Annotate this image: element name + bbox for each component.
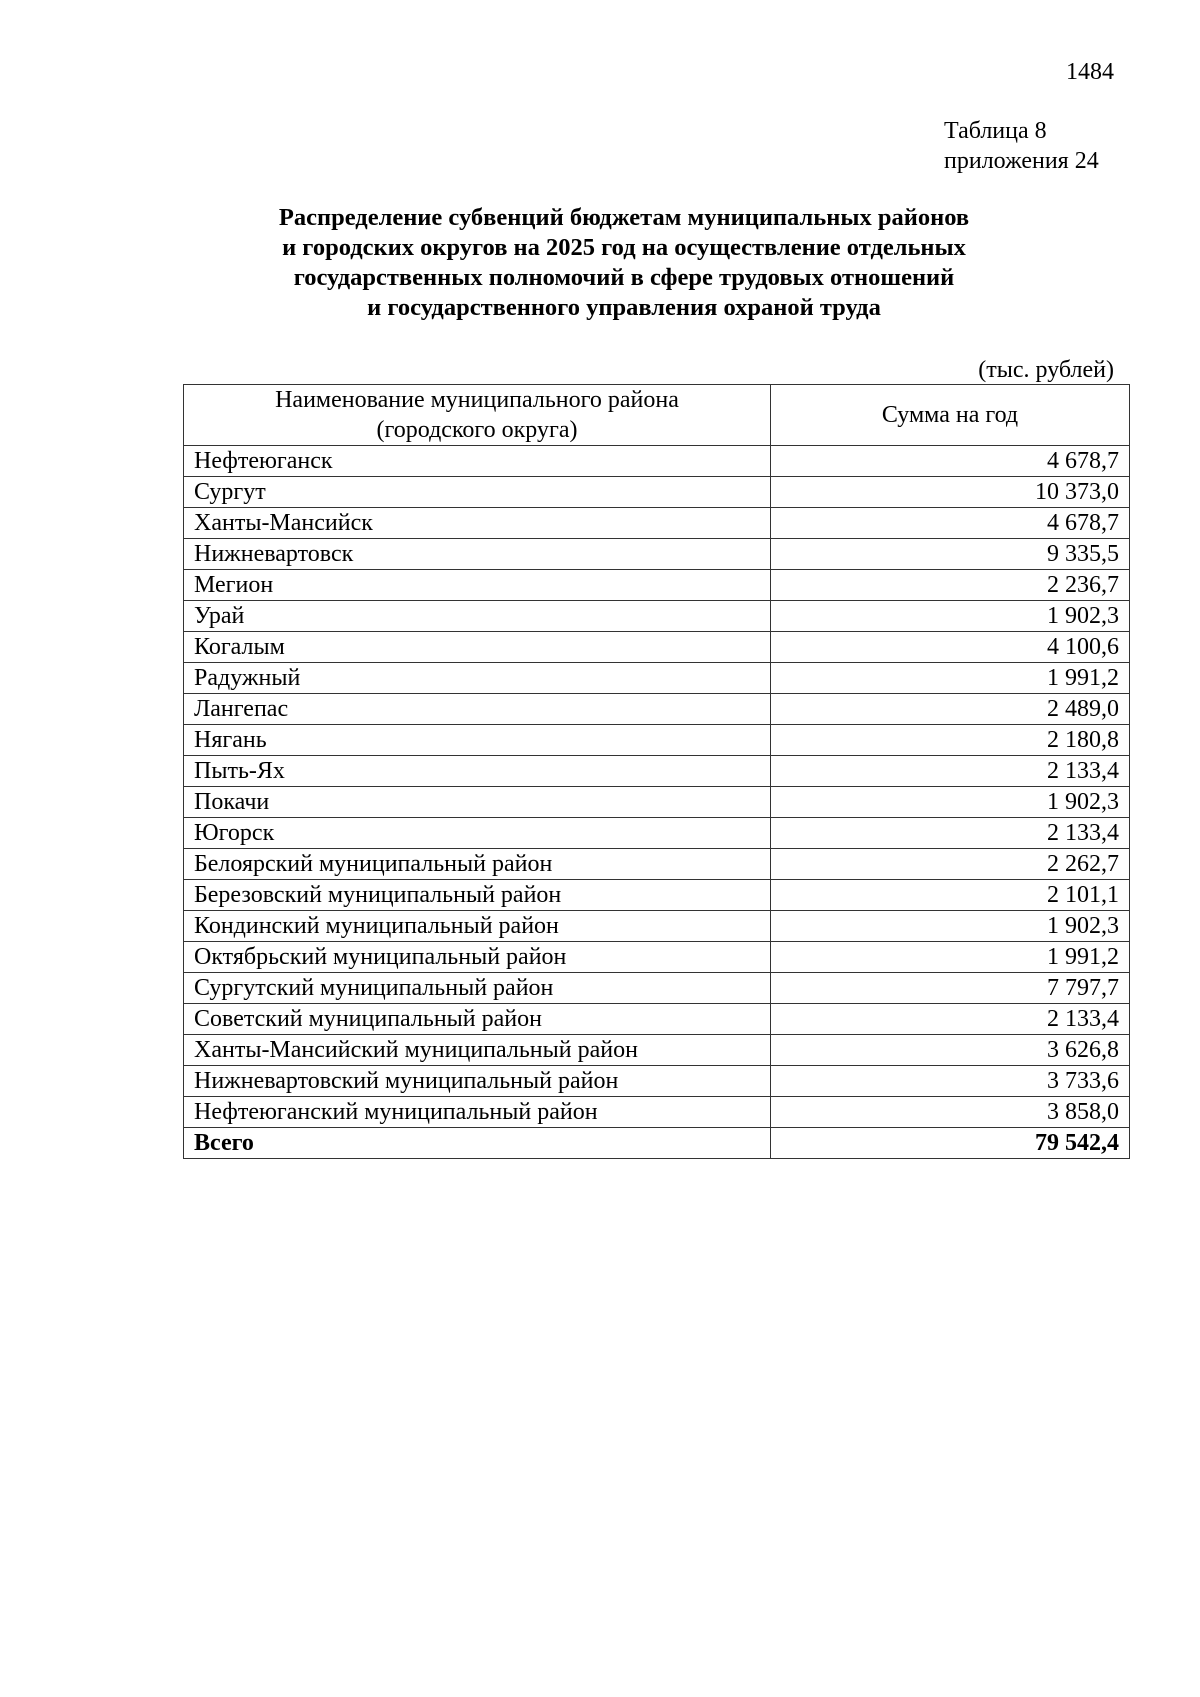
document-title [184, 203, 1064, 323]
municipality-name: Октябрьский муниципальный район [184, 942, 771, 973]
annual-amount: 1 902,3 [771, 787, 1130, 818]
table-row [184, 508, 1130, 539]
table-header-row [184, 385, 1130, 446]
table-row [184, 725, 1130, 756]
annual-amount: 1 902,3 [771, 601, 1130, 632]
table-row [184, 601, 1130, 632]
annual-amount: 4 678,7 [771, 508, 1130, 539]
annual-amount: 2 236,7 [771, 570, 1130, 601]
annual-amount: 2 180,8 [771, 725, 1130, 756]
header-name-line: (городского округа) [376, 417, 578, 443]
annual-amount: 3 858,0 [771, 1097, 1130, 1128]
annual-amount: 2 262,7 [771, 849, 1130, 880]
municipality-name: Ханты-Мансийский муниципальный район [184, 1035, 771, 1066]
municipality-name: Кондинский муниципальный район [184, 911, 771, 942]
annual-amount: 7 797,7 [771, 973, 1130, 1004]
table-row [184, 663, 1130, 694]
municipality-name: Пыть-Ях [184, 756, 771, 787]
municipality-name: Нижневартовский муниципальный район [184, 1066, 771, 1097]
municipality-name: Урай [184, 601, 771, 632]
annual-amount: 3 626,8 [771, 1035, 1130, 1066]
municipality-name: Югорск [184, 818, 771, 849]
table-row [184, 570, 1130, 601]
municipality-name: Лангепас [184, 694, 771, 725]
title-line: и государственного управления охраной труда [367, 294, 881, 321]
municipality-name: Нягань [184, 725, 771, 756]
municipality-name: Сургутский муниципальный район [184, 973, 771, 1004]
title-line: и городских округов на 2025 год на осуществление отдельных [282, 234, 966, 261]
annual-amount: 2 133,4 [771, 756, 1130, 787]
table-row [184, 756, 1130, 787]
municipality-name: Нефтеюганский муниципальный район [184, 1097, 771, 1128]
table-row [184, 849, 1130, 880]
table-row [184, 787, 1130, 818]
appendix-number: приложения 24 [944, 148, 1099, 174]
municipality-name: Радужный [184, 663, 771, 694]
table-number: Таблица 8 [944, 118, 1047, 144]
annual-amount: 9 335,5 [771, 539, 1130, 570]
table-row [184, 973, 1130, 1004]
annual-amount: 10 373,0 [771, 477, 1130, 508]
subvention-table [183, 384, 1130, 1159]
table-row [184, 539, 1130, 570]
municipality-name: Березовский муниципальный район [184, 880, 771, 911]
municipality-name: Покачи [184, 787, 771, 818]
annual-amount: 3 733,6 [771, 1066, 1130, 1097]
municipality-name: Сургут [184, 477, 771, 508]
annual-amount: 1 991,2 [771, 663, 1130, 694]
table-row [184, 632, 1130, 663]
municipality-name: Нефтеюганск [184, 446, 771, 477]
table-row [184, 477, 1130, 508]
table-row [184, 446, 1130, 477]
page-number: 1484 [1066, 59, 1114, 85]
title-line: государственных полномочий в сфере трудовых отношений [293, 264, 955, 291]
table-row [184, 694, 1130, 725]
header-name-line: Наименование муниципального района [275, 387, 679, 413]
annual-amount: 4 100,6 [771, 632, 1130, 663]
header-name [184, 385, 771, 446]
municipality-name: Когалым [184, 632, 771, 663]
table-row [184, 818, 1130, 849]
table-row [184, 1004, 1130, 1035]
table-row [184, 942, 1130, 973]
municipality-name: Советский муниципальный район [184, 1004, 771, 1035]
municipality-name: Мегион [184, 570, 771, 601]
annual-amount: 1 902,3 [771, 911, 1130, 942]
annual-amount: 2 133,4 [771, 818, 1130, 849]
table-row [184, 1066, 1130, 1097]
table-row [184, 911, 1130, 942]
annual-amount: 1 991,2 [771, 942, 1130, 973]
annual-amount: 4 678,7 [771, 446, 1130, 477]
units-label: (тыс. рублей) [978, 357, 1114, 383]
header-value: Сумма на год [771, 385, 1130, 446]
table-row [184, 1097, 1130, 1128]
total-label: Всего [184, 1128, 771, 1159]
title-line: Распределение субвенций бюджетам муниципальных районов [278, 204, 970, 231]
municipality-name: Белоярский муниципальный район [184, 849, 771, 880]
total-row [184, 1128, 1130, 1159]
municipality-name: Нижневартовск [184, 539, 771, 570]
annual-amount: 2 133,4 [771, 1004, 1130, 1035]
annual-amount: 2 101,1 [771, 880, 1130, 911]
annual-amount: 2 489,0 [771, 694, 1130, 725]
table-reference [944, 116, 1099, 176]
table-row [184, 1035, 1130, 1066]
table-body [184, 446, 1130, 1159]
table-row [184, 880, 1130, 911]
total-amount: 79 542,4 [771, 1128, 1130, 1159]
municipality-name: Ханты-Мансийск [184, 508, 771, 539]
